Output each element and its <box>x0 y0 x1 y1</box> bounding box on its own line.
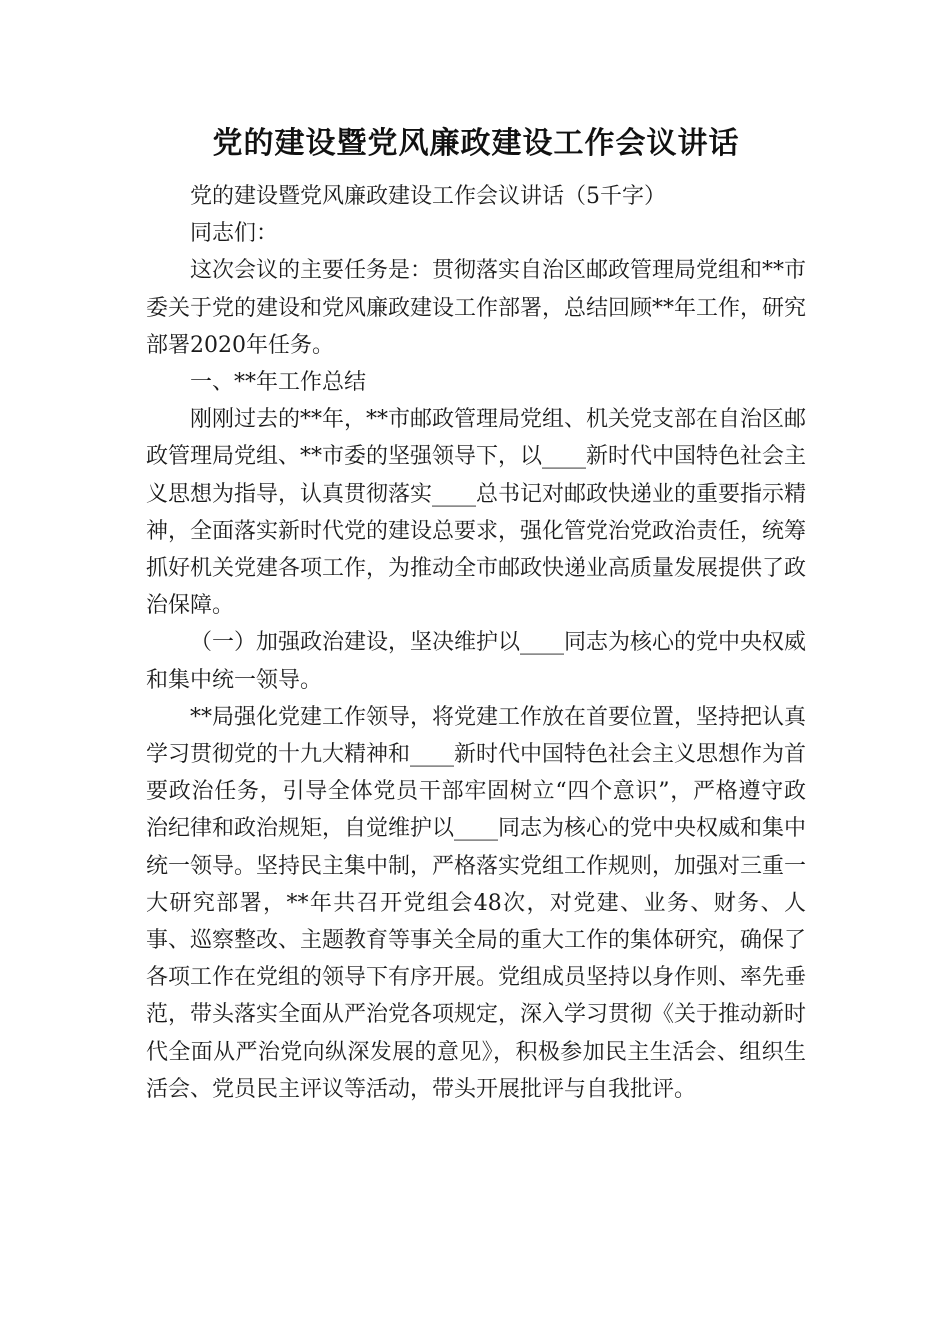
document-title: 党的建设暨党风廉政建设工作会议讲话 <box>212 126 740 161</box>
body-paragraph: 刚刚过去的**年，**市邮政管理局党组、机关党支部在自治区邮政管理局党组、**市委的坚强领导下，以____新时代中国特色社会主义思想为指导，认真贯彻落实____总书记对邮政快递业的重要指示精神，全面落实新时代党的建设总要求，强化管党治党政治责任，统筹抓好机关党建各项工作，为推动全市邮政快递业高质量发展提供了政治保障。 <box>146 407 807 619</box>
salutation-paragraph: 同志们： <box>190 221 279 247</box>
body-paragraph: 这次会议的主要任务是：贯彻落实自治区邮政管理局党组和**市委关于党的建设和党风廉政建设工作部署，总结回顾**年工作，研究部署2020年任务。 <box>146 258 807 358</box>
section-heading: 一、**年工作总结 <box>190 370 367 396</box>
subsection-heading: （一）加强政治建设，坚决维护以____同志为核心的党中央权威和集中统一领导。 <box>146 630 807 693</box>
body-paragraph: **局强化党建工作领导，将党建工作放在首要位置，坚持把认真学习贯彻党的十九大精神和____新时代中国特色社会主义思想作为首要政治任务，引导全体党员干部牢固树立“四个意识”，严格遵守政治纪律和政治规矩，自觉维护以____同志为核心的党中央权威和集中统一领导。坚持民主集中制，严格落实党组工作规则，加强对三重一大研究部署，**年共召开党组会48次，对党建、业务、财务、人事、巡察整改、主题教育等事关全局的重大工作的集体研究，确保了各项工作在党组的领导下有序开展。党组成员坚持以身作则、率先垂范，带头落实全面从严治党各项规定，深入学习贯彻《关于推动新时代全面从严治党向纵深发展的意见》，积极参加民主生活会、组织生活会、党员民主评议等活动，带头开展批评与自我批评。 <box>146 704 807 1102</box>
document-page <box>146 118 806 1108</box>
subtitle-paragraph: 党的建设暨党风廉政建设工作会议讲话（5千字） <box>190 184 666 209</box>
